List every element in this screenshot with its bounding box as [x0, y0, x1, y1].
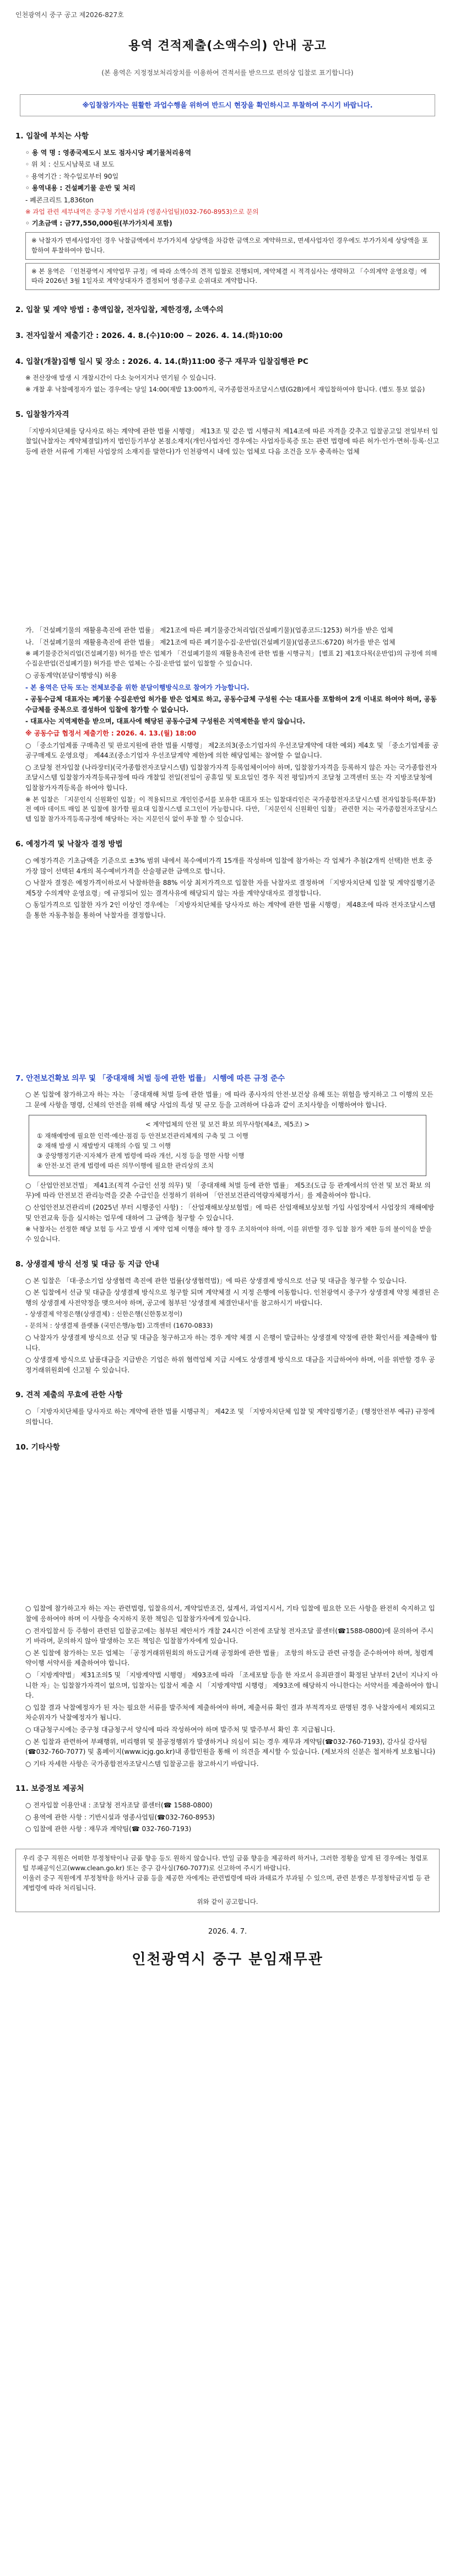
blank-space: [15, 1458, 440, 1602]
obligation-item: ③ 중앙행정기관·지자체가 관계 법령에 따라 개선, 시정 등을 명한 사항 이행: [37, 1152, 245, 1160]
blank-space: [15, 458, 440, 624]
section-10-heading: 10. 기타사항: [15, 1442, 60, 1452]
section-11: [15, 1783, 440, 1834]
s1-note: ※ 낙찰자가 면세사업자인 경우 낙찰금액에서 부가가치세 상당액을 차감한 금액으로 계약하므로, 면세사업자인 경우에도 부가가치세 상당액을 포함하여 투찰하여야 합니다.: [31, 236, 428, 254]
obligation-item: ④ 안전·보건 관계 법령에 따른 의무이행에 필요한 관리상의 조치: [37, 1161, 214, 1169]
s4-item: ※ 개찰 후 낙찰예정자가 없는 경우에는 당일 14:00(재발 13:00까지, 국가종합전자조달시스템(G2B)에서 재입찰하여야 합니다. (별도 통보 없음): [25, 385, 425, 393]
s1-item: ◦ 용역내용 : 건설폐기물 운반 및 처리: [25, 184, 136, 192]
s7-item: ○ 「산업안전보건법」 제41조(적격 수급인 선정 의무) 및 「중대재해 처벌 등에 관한 법률」 제5조(도급 등 관계에서의 안전 및 보건 확보 의무)에 따라 안전보건 관리능력을 갖춘 수급인을 선정하기 위하여 「안전보건관리역량자체평가서」를 제출하여야 합니다.: [25, 1181, 431, 1200]
warning-box: ※입찰참가자는 원활한 과업수행을 위하여 반드시 현장을 확인하시고 투찰하여 주시기 바랍니다.: [20, 94, 435, 116]
s10-item: ○ 본 입찰에 참가하는 모든 업체는 「공정거래위원회의 하도급거래 공정화에 관한 법률」 조항의 하도급 관련 규정을 준수하여야 하며, 청렴계약이행 서약서를 제출하여야 합니다.: [25, 1649, 434, 1667]
s1-note: ※ 본 용역은 「인천광역시 계약업무 규정」에 따라 소액수의 견적 입찰로 진행되며, 계약체결 시 적격심사는 생략하고 「수의계약 운영요령」에 따라 2026년 3월 1일자로 계약상대자가 결정되어 영종구로 순위대로 계약합니다.: [31, 267, 427, 285]
s7-item: ※ 낙찰자는 선정한 해당 보험 등 사고 발생 시 계약 업체 이행을 해야 할 경우 조치하여야 하며, 이를 위반할 경우 입찰 참가 제한 등의 불이익을 받을 수 있습니다.: [25, 1225, 432, 1243]
s11-item: ○ 입찰에 관한 사항 : 재무과 계약팀(☎ 032-760-7193): [25, 1825, 192, 1833]
section-9-heading: 9. 견적 제출의 무효에 관한 사항: [15, 1391, 123, 1400]
s1-item: - 폐콘크리트 1,836ton: [25, 196, 94, 204]
s8-item: ○ 상생결제 방식으로 납품대금을 지급받은 기업은 하위 협력업체 지급 시에도 상생결제 방식으로 대금을 지급하여야 하며, 이를 위반할 경우 공정거래위원회에 신고될 수 있습니다.: [25, 1356, 435, 1374]
section-5: [15, 409, 440, 824]
s10-item: ○ 입찰 결과 낙찰예정자가 된 자는 필요한 서류를 발주처에 제출하여야 하며, 제출서류 확인 결과 부적격자로 판명된 경우 낙찰자에서 제외되고 차순위자가 낙찰예정자가 됩니다.: [25, 1703, 435, 1722]
closing-line: 위와 같이 공고합니다.: [197, 1898, 258, 1906]
page-title: 용역 견적제출(소액수의) 안내 공고: [128, 39, 327, 53]
s8-item: - 문의처 : 상생결제 플랫폼 (국민은행/농협) 고객센터 (1670-0833): [25, 1322, 213, 1330]
s10-item: ○ 대금청구시에는 중구청 대금청구서 양식에 따라 작성하여야 하며 발주처 및 발주부서 확인 후 지급됩니다.: [25, 1726, 335, 1734]
section-6-heading: 6. 예정가격 및 낙찰자 결정 방법: [15, 840, 123, 849]
s8-item: - 상생결제 약정은행(상생결제) : 신한은행(신한통보정이): [25, 1310, 182, 1318]
issuer-signature: 인천광역시 중구 분임재무관: [132, 1951, 323, 1968]
s7-paragraph: ○ 본 입찰에 참가하고자 하는 자는 「중대재해 처벌 등에 관한 법률」에 따라 종사자의 안전·보건상 유해 또는 위험을 방지하고 그 이행의 모든 그 문에 사항을 명령, 신체의 안전을 위해 해당 사업의 특성 및 규모 등을 고려하여 다음과 같이 조치사항을 이행하여야 합니다.: [25, 1091, 434, 1109]
s5-item: ※ 본 입찰은 「지문인식 신원확인 입찰」이 적용되므로 개인인증서를 보유한 대표자 또는 입찰대리인은 국가종합전자조달시스템 전자입찰등록(투찰)전 예마 데이트 매입 본 입찰에 참가함 필요대 입찰시스템 로그인이 가능합니다. 다만, 「지문인식 신원확인 입찰」 관련한 지는 국가종합전자조달시스템 입찰 참가자격등록규정에 해당하는 자는 지문인식 없이 투찰 할 수 있습니다.: [25, 795, 437, 823]
s1-item: ◦ 용역기간 : 착수일로부터 90일: [25, 172, 119, 180]
section-5-heading: 5. 입찰참가자격: [15, 410, 69, 419]
s6-item: ○ 예정가격은 기초금액을 기준으로 ±3% 범위 내에서 복수예비가격 15개를 작성하며 입찰에 참가하는 각 업체가 추첨(2개씩 선택)한 번호 중 가장 많이 선택된 4개의 복수예비가격을 산술평균한 금액으로 합니다.: [25, 857, 433, 875]
blank-space: [15, 935, 440, 1073]
s10-item: ○ 기타 자세한 사항은 국가종합전자조달시스템 입찰공고를 참고하시기 바랍니다.: [25, 1759, 259, 1768]
notice-date: 2026. 4. 7.: [208, 1928, 247, 1936]
section-7-heading: 7. 안전보건확보 의무 및 「중대재해 처벌 등에 관한 법률」 시행에 따른 규정 준수: [15, 1074, 285, 1083]
section-2-heading: 2. 입찰 및 계약 방법 : 총액입찰, 전자입찰, 제한경쟁, 소액수의: [15, 305, 224, 315]
s5-item: ○ 공동계약(분담이행방식) 허용: [25, 672, 117, 680]
s10-item: ○ 입찰에 참가하고자 하는 자는 관련법령, 입찰유의서, 계약일반조건, 설계서, 과업지시서, 기타 입찰에 필요한 모든 사항을 완전히 숙지하고 입찰에 응하여야 하며 이 사항을 숙지하지 못한 책임은 입찰참가자에게 있습니다.: [25, 1604, 435, 1623]
s7-item: ○ 산업안전보건관리비 (2025년 부터 시행중인 사항) : 「산업재해보상보험법」에 따른 산업재해보상보험 가입 사업장에서 사업장의 재해예방 및 안전교육 등을 실시하는 업무에 대하여 그 금액을 청구할 수 있습니다.: [25, 1203, 435, 1222]
s1-item: ◦ 기초금액 : 금77,550,000원(부가가치세 포함): [25, 219, 172, 228]
anti-corruption-box: [15, 1849, 440, 1912]
s10-item: ○ 「지방계약법」 제31조의5 및 「지방계약법 시행령」 제93조에 따라 「조세포탈 등을 한 자로서 유죄판결이 확정된 날부터 2년이 지나지 아니한 자」는 입찰참가자격이 없으며, 입찰자는 입찰서 제출 시 「지방계약법 시행령」 제93조에 해당하지 아니한다는 서약서를 제출하여야 합니다.: [25, 1671, 438, 1700]
section-4-heading: 4. 입찰(개찰)집행 일시 및 장소 : 2026. 4. 14.(화)11:00 중구 재무과 입찰집행관 PC: [15, 357, 308, 367]
section-8-heading: 8. 상생결제 방식 선정 및 대금 등 지급 안내: [15, 1259, 159, 1269]
s10-item: ○ 전자입찰서 등 주함이 관련된 입찰공고에는 첨부된 제안서가 개찰 24시간 이전에 조달청 전자조달 콜센터(☎1588-0800)에 문의하여 주시기 바라며, 문의하지 않아 발생하는 모든 책임은 입찰참가자에게 있습니다.: [25, 1627, 434, 1645]
obligation-box: [29, 1115, 426, 1176]
s5-item: 나. 「건설폐기물의 재활용촉진에 관한 법률」 제21조에 따른 폐기물수집·운반업(건설폐기물)(업종코드:6720) 허가를 받은 업체: [25, 638, 396, 646]
s4-item: ※ 전산장애 발생 시 개찰시간이 다소 늦어지거나 연기될 수 있습니다.: [25, 373, 216, 382]
s6-item: ○ 낙찰자 결정은 예정가격이하로서 낙찰하한율 88% 이상 최저가격으로 입찰한 자를 낙찰자로 결정하며 「지방자치단체 입찰 및 계약집행기준 제5장 수의계약 운영요령」에 규정되어 있는 결격사유에 해당되지 않는 자를 계약상대자로 결정합니다.: [25, 879, 435, 897]
doc-number: 인천광역시 중구 공고 제2026-827호: [15, 11, 124, 19]
s11-item: ○ 전자입찰 이용안내 : 조달청 전자조달 콜센터(☎ 1588-0800): [25, 1801, 213, 1810]
s5-item: - 공동수급체 대표자는 폐기물 수집운반업 허가를 받은 업체로 하고, 공동수급체 구성원 수는 대표사를 포함하여 2개 이내로 하여야 하며, 공동수급체를 중복으로 결성하여 입찰에 참가할 수 없습니다.: [25, 695, 437, 713]
obligation-item: ② 재해 발생 시 재발방지 대책의 수립 및 그 이행: [37, 1142, 171, 1150]
s11-item: ○ 용역에 관한 사항 : 기반시설과 영종사업팀(☎032-760-8953): [25, 1813, 215, 1821]
section-1: [15, 131, 440, 291]
section-11-heading: 11. 보증정보 제공처: [15, 1784, 84, 1794]
s10-item: ○ 본 입찰과 관련하여 부패행위, 비리행위 및 불공정행위가 발생하거나 의심이 되는 경우 재무과 계약팀(☎032-760-7193), 감사실 감사팀(☎032-760-7077) 및 홈페이지(www.icjg.go.kr)내 종합민원을 통해 이 의견을 제시할 수 있습니다. (제보자의 신분은 철저하게 보호됩니다): [25, 1737, 436, 1756]
s5-item: ○ 조달청 전자입찰 (나라장터)(국가종합전자조달시스템) 입찰참가자격 등록업체이어야 하며, 입찰참가자격을 등록하지 않은 자는 국가종합전자조달시스템 입찰참가자격등록규정에 따라 개찰일 전일(전일이 공휴일 및 토요일인 경우 직전 평일)까지 조달청 고객센터 또는 각 지방조달청에 입찰참가자격등록을 하여야 합니다.: [25, 763, 437, 792]
section-6: [15, 839, 440, 920]
section-9: [15, 1389, 440, 1427]
section-8: [15, 1259, 440, 1376]
section-3-heading: 3. 전자입찰서 제출기간 : 2026. 4. 8.(수)10:00 ~ 2026. 4. 14.(화)10:00: [15, 331, 283, 341]
s5-paragraph: 「지방자치단체를 당사자로 하는 계약에 관한 법률 시행령」 제13조 및 같은 법 시행규칙 제14조에 따른 자격을 갖추고 입찰공고일 전일부터 입찰일(낙찰자는 계약체결일)까지 법인등기부상 본점소재지(개인사업자인 경우에는 사업자등록증 또는 관련 법령에 따른 허가·인가·면허·등록·신고 등에 관한 서류에 기재된 사업장의 소재지를 말한다)가 인천광역시 내에 있는 업체로 다음 조건을 모두 충족하는 업체: [25, 427, 440, 455]
anti-corruption-text-2: 이울러 중구 직원에게 부정청탁을 하거나 금품 등을 제공한 자에게는 관련법령에 따라 과태료가 부과될 수 있으며, 관련 분쟁은 부정청탁금지법 등 관계법령에 따라 처리됩니다.: [23, 1874, 430, 1892]
section-7: [15, 1073, 440, 1244]
s8-item: ○ 본 입찰은 「대·중소기업 상생협력 촉진에 관한 법률(상생협력법)」에 따른 상생결제 방식으로 선금 및 대금을 청구할 수 있습니다.: [25, 1276, 407, 1285]
s1-item: ◦ 용 역 명 : 영종국제도시 보도 점자시당 폐기물처리용역: [25, 148, 191, 157]
s5-item: ※ 공동수급 협정서 제출기한 : 2026. 4. 13.(월) 18:00: [25, 729, 197, 738]
s6-item: ○ 동일가격으로 입찰한 자가 2인 이상인 경우에는 「지방자치단체를 당사자로 하는 계약에 관한 법률 시행령」 제48조에 따라 전자조달시스템을 통한 자동추첨을 통하여 낙찰자를 결정합니다.: [25, 901, 436, 919]
section-10: [15, 1442, 440, 1769]
s1-item: ※ 과업 관련 세부내역은 중구청 기반시설과 (영종사업팀)(032-760-8953)으로 문의: [25, 207, 259, 216]
s1-note-box-2: [25, 263, 440, 291]
s9-paragraph: ○ 「지방자치단체를 당사자로 하는 계약에 관한 법률 시행규칙」 제42조 및 「지방자치단체 입찰 및 계약집행기준」(행정안전부 예규) 규정에 의합니다.: [25, 1408, 435, 1426]
section-1-heading: 1. 입찰에 부치는 사항: [15, 131, 89, 141]
obligation-item: ① 재해예방에 필요한 인력·예산·점검 등 안전보건관리체계의 구축 및 그 이행: [37, 1132, 248, 1140]
s5-item: 가. 「건설폐기물의 재활용촉진에 관한 법률」 제21조에 따른 폐기물중간처리업(건설폐기물)(업종코드:1253) 허가를 받은 업체: [25, 626, 393, 635]
section-4: [15, 356, 440, 395]
s5-item: ※ 폐기물중간처리업(건설폐기물) 허가를 받은 업체가 「건설폐기물의 재활용촉진에 관한 법률 시행규칙」 [별표 2] 제1호다목(운반업)의 규정에 의해 수집운반업(건설폐기물) 허가를 받은 업체는 수집·운반업 없이 입찰할 수 있습니다.: [25, 650, 437, 668]
intro-text: (본 용역은 지정정보처리장치를 이용하여 견적서를 받으므로 편의상 입찰로 표기합니다): [101, 68, 354, 77]
anti-corruption-text: 우리 중구 직원은 어떠한 부정청탁이나 금품 향응 등도 원하지 않습니다. 만일 금품 향응을 제공하려 하거나, 그러한 정황을 알게 된 경우에는 청렴포털 부패공익신고(www.clean.go.kr) 또는 중구 감사실(760-7077)로 신고하여 주시기 바랍니다.: [23, 1854, 428, 1872]
s5-item: - 대표사는 지역제한을 받으며, 대표사에 해당된 공동수급체 구성원은 지역제한을 받지 않습니다.: [25, 717, 305, 726]
s5-item: ○ 「중소기업제품 구매촉진 및 판로지원에 관한 법률 시행령」 제2조의3(중소기업자의 우선조달계약에 대한 예외) 제4호 및 「중소기업제품 공공구매제도 운영요령」 제44조(중소기업자 우선조달계약 제한)에 의한 해당업체는 참여할 수 없습니다.: [25, 741, 439, 760]
obligation-box-title: < 계약업체의 안전 및 보건 확보 의무사항(제4조, 제5조) >: [145, 1120, 310, 1128]
s8-item: ○ 본 입찰에서 선금 및 대금을 상생결제 방식으로 청구할 되며 계약체결 시 지정 은행에 이동합니다. 인천광역시 중구가 상생결제 약정 체결된 은행의 상생결제 사전약정을 맺으셔야 하며, 공고에 첨부된 '상생결제 체결안내서'를 참고하시기 바랍니다.: [25, 1289, 440, 1307]
s5-item: - 본 용역은 단독 또는 전체보증을 위한 분담이행방식으로 참여가 가능합니다.: [25, 683, 250, 691]
s1-item: ◦ 위 치 : 신도시남북로 내 보도: [25, 160, 115, 169]
s1-note-box-1: [25, 232, 440, 260]
s8-item: ○ 낙찰자가 상생결제 방식으로 선금 및 대금을 청구하고자 하는 경우 계약 체결 시 은행이 발급하는 상생결제 약정에 관한 확인서를 제출해야 합니다.: [25, 1334, 437, 1352]
